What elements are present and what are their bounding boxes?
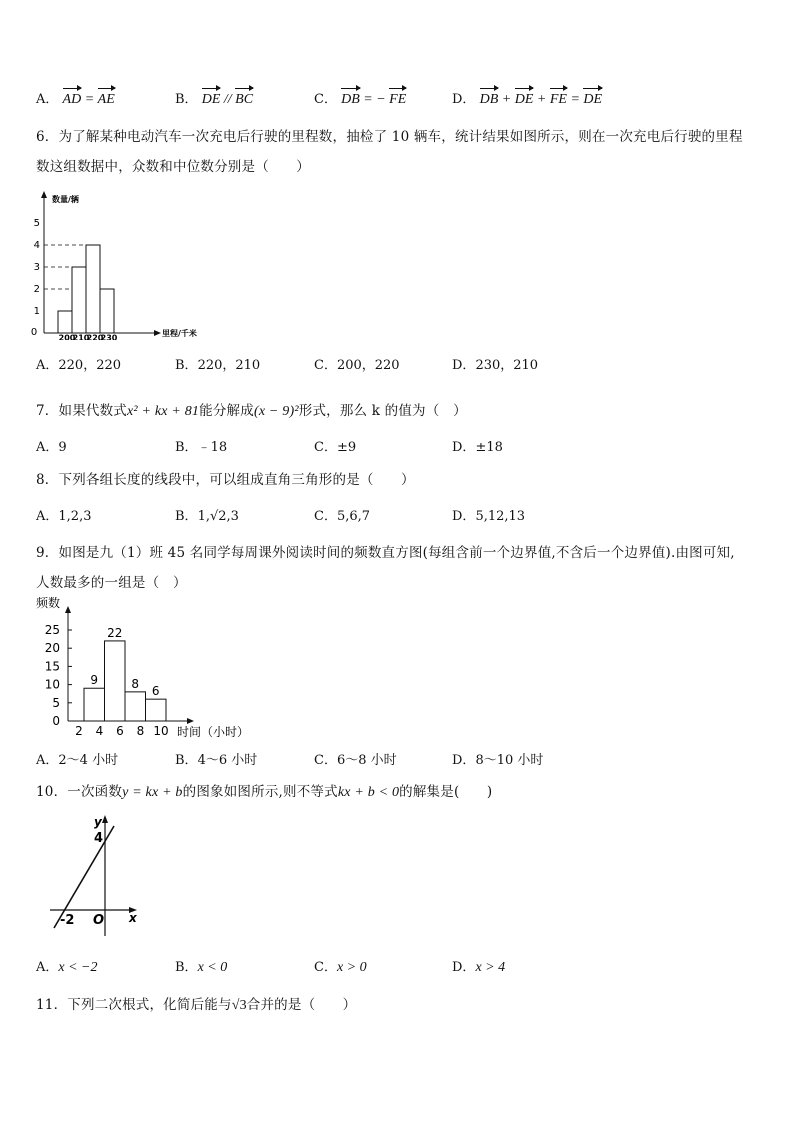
q10-function: y = kx + b bbox=[122, 785, 183, 800]
q7-option-b[interactable]: B．﹣18 bbox=[175, 440, 228, 455]
q7-option-d[interactable]: D．±18 bbox=[452, 440, 503, 455]
chart1-x-tick: 210 bbox=[72, 333, 90, 340]
chart1-y-label: 数量/辆 bbox=[52, 195, 79, 204]
q8-option-d[interactable]: D．5,12,13 bbox=[452, 509, 526, 524]
graph-y-arrow bbox=[102, 815, 108, 823]
chart2-y-tick: 5 bbox=[52, 695, 60, 710]
q6-option-b[interactable]: B．220，210 bbox=[175, 358, 261, 373]
chart2-y-tick: 20 bbox=[44, 641, 60, 656]
q8-option-a[interactable]: A．1,2,3 bbox=[36, 509, 92, 524]
graph-origin-label: O bbox=[93, 913, 105, 928]
q8-stem: 8．下列各组长度的线段中，可以组成直角三角形的是（ ） bbox=[36, 472, 415, 488]
graph-y-intercept-label: 4 bbox=[94, 831, 104, 846]
chart1-x-tick: 220 bbox=[86, 333, 104, 340]
q6-option-c[interactable]: C．200，220 bbox=[314, 358, 400, 373]
chart2-bar-2-4 bbox=[84, 688, 105, 721]
q6-option-d[interactable]: D．230，210 bbox=[452, 358, 539, 373]
q7-option-c[interactable]: C．±9 bbox=[314, 440, 357, 455]
q9-option-d[interactable]: D．8～10 小时 bbox=[452, 753, 544, 768]
chart2-x-arrow bbox=[187, 718, 194, 724]
chart2-y-tick: 15 bbox=[44, 659, 60, 674]
mileage-histogram bbox=[30, 188, 210, 340]
chart1-y-tick: 3 bbox=[33, 262, 40, 273]
q7-stem: 7．如果代数式x² + kx + 81能分解成(x − 9)²形式，那么 k 的值为（ ） bbox=[36, 403, 467, 419]
q9-option-b[interactable]: B．4～6 小时 bbox=[175, 753, 258, 768]
chart1-x-tick: 200 bbox=[58, 333, 76, 340]
graph-y-axis-label: y bbox=[94, 815, 102, 829]
q8-option-c[interactable]: C．5,6,7 bbox=[314, 509, 371, 524]
q7-option-a[interactable]: A．9 bbox=[36, 440, 67, 455]
chart2-x-tick: 4 bbox=[95, 724, 104, 738]
q9-option-c[interactable]: C．6～8 小时 bbox=[314, 753, 397, 768]
chart1-y-tick: 5 bbox=[33, 218, 40, 229]
q8-option-b[interactable]: B．1,√2,3 bbox=[175, 509, 239, 524]
linear-function-graph bbox=[44, 812, 144, 940]
chart2-y-arrow bbox=[65, 606, 71, 613]
q5-option-c-text: DB = − FE bbox=[341, 92, 407, 107]
q9-stem-line2: 人数最多的一组是（ ） bbox=[36, 575, 187, 591]
q9-option-a[interactable]: A．2～4 小时 bbox=[36, 753, 119, 768]
chart1-bar-210 bbox=[72, 267, 86, 333]
q6-option-a[interactable]: A．220，220 bbox=[36, 358, 122, 373]
q6-stem-line1: 6．为了解某种电动汽车一次充电后行驶的里程数，抽检了 10 辆车，统计结果如图所示，则在一次充电后行驶的里程 bbox=[36, 129, 743, 145]
q10-inequality: kx + b < 0 bbox=[337, 785, 400, 800]
chart1-y-tick: 1 bbox=[33, 306, 40, 317]
chart2-bar-6-8 bbox=[125, 692, 146, 721]
q10-option-d[interactable]: D．x > 4 bbox=[452, 960, 506, 975]
chart2-bar-value-label: 9 bbox=[90, 673, 99, 688]
chart2-bar-value-label: 8 bbox=[131, 676, 140, 691]
chart1-x-label: 里程/千米 bbox=[162, 329, 197, 338]
q7-form: (x − 9)² bbox=[253, 404, 299, 419]
chart1-y-tick: 0 bbox=[30, 327, 38, 338]
q11-radical: √3 bbox=[231, 998, 247, 1013]
chart2-x-tick: 6 bbox=[116, 724, 124, 738]
chart2-x-tick: 10 bbox=[153, 724, 169, 738]
q9-stem-line1: 9．如图是九（1）班 45 名同学每周课外阅读时间的频数直方图(每组含前一个边界值,不含后一个边界值).由图可知, bbox=[36, 545, 735, 561]
chart1-y-tick: 4 bbox=[33, 240, 40, 251]
q10-option-c[interactable]: C．x > 0 bbox=[314, 960, 367, 975]
chart2-y-tick: 25 bbox=[44, 623, 60, 637]
q5-option-b[interactable]: B． DE // BC bbox=[175, 92, 254, 107]
chart2-x-tick: 8 bbox=[136, 724, 145, 738]
q5-option-c[interactable]: C． DB = − FE bbox=[314, 92, 407, 107]
chart2-bar-4-6 bbox=[105, 641, 126, 721]
q5-option-b-text: DE // BC bbox=[201, 92, 254, 107]
chart2-y-label: 频数 bbox=[36, 596, 61, 610]
chart2-y-tick: 0 bbox=[52, 714, 60, 728]
chart1-y-arrow bbox=[41, 191, 47, 198]
chart2-bar-value-label: 6 bbox=[151, 684, 160, 699]
q11-stem: 11．下列二次根式，化简后能与√3合并的是（ ） bbox=[36, 997, 357, 1013]
q5-option-a[interactable]: A． AD = AE bbox=[36, 92, 115, 107]
reading-time-histogram bbox=[34, 596, 264, 742]
q7-expression: x² + kx + 81 bbox=[127, 404, 200, 419]
chart1-x-arrow bbox=[154, 330, 161, 336]
chart1-bar-200 bbox=[58, 311, 72, 333]
chart1-bar-230 bbox=[100, 289, 114, 333]
graph-x-axis-label: x bbox=[129, 911, 137, 925]
chart2-x-tick: 2 bbox=[75, 724, 83, 738]
chart1-y-tick: 2 bbox=[33, 284, 40, 295]
chart2-bar-8-10 bbox=[146, 699, 167, 721]
q5-option-d[interactable]: D． DB + DE + FE = DE bbox=[452, 92, 603, 107]
graph-x-intercept-label: -2 bbox=[60, 913, 75, 928]
q10-option-a[interactable]: A．x < −2 bbox=[36, 960, 98, 975]
q10-stem: 10．一次函数y = kx + b的图象如图所示,则不等式kx + b < 0的解集是( ) bbox=[36, 784, 493, 800]
chart2-bar-value-label: 22 bbox=[107, 625, 123, 640]
chart2-x-label: 时间（小时） bbox=[177, 725, 250, 739]
chart1-bar-220 bbox=[86, 245, 100, 333]
q10-option-b[interactable]: B．x < 0 bbox=[175, 960, 228, 975]
q6-stem-line2: 数这组数据中，众数和中位数分别是（ ） bbox=[36, 159, 310, 175]
q5-option-a-text: AD = AE bbox=[62, 92, 115, 107]
chart2-y-tick: 10 bbox=[44, 677, 60, 692]
q5-option-d-text: DB + DE + FE = DE bbox=[479, 92, 603, 107]
chart1-x-tick: 230 bbox=[100, 333, 118, 340]
